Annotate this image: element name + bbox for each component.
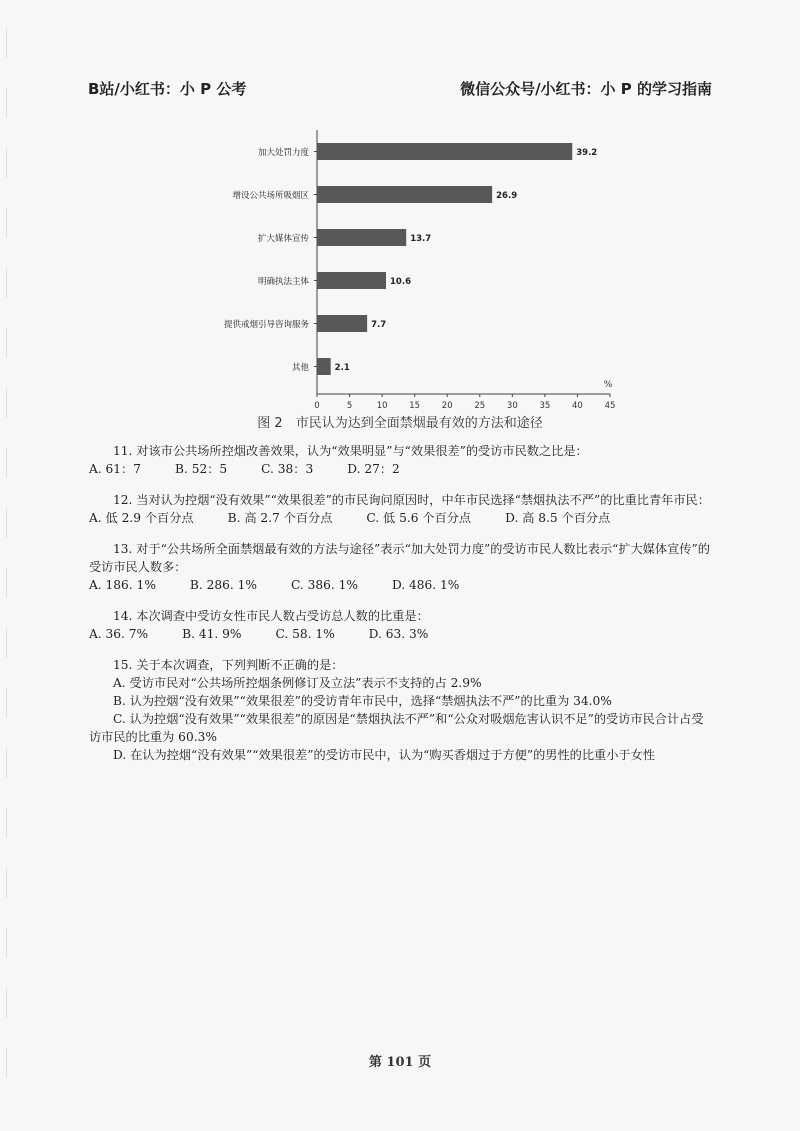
question-13 — [89, 540, 714, 594]
question-14 — [89, 607, 714, 643]
options-row — [89, 576, 714, 594]
chart-caption: 图 2 市民认为达到全面禁烟最有效的方法和途径 — [257, 416, 543, 431]
page-header — [88, 78, 712, 99]
x-tick-label: 35 — [539, 401, 551, 410]
data-label: 2.1 — [334, 363, 350, 373]
bar — [317, 229, 406, 246]
data-label: 7.7 — [371, 320, 387, 330]
bar — [317, 315, 367, 332]
option-c: C. 58. 1% — [275, 627, 335, 641]
question-11 — [89, 442, 714, 478]
category-label: 加大处罚力度 — [257, 148, 309, 158]
category-label: 其他 — [291, 363, 309, 373]
x-tick-label: 15 — [409, 401, 421, 410]
option-a: A. 36. 7% — [89, 627, 149, 641]
data-label: 10.6 — [390, 277, 412, 287]
x-tick-label: 30 — [506, 401, 518, 410]
category-label: 增设公共场所吸烟区 — [232, 191, 309, 201]
x-tick-label: 45 — [604, 401, 616, 410]
data-label: 26.9 — [496, 191, 518, 201]
data-label: 39.2 — [576, 148, 598, 158]
bar-chart — [200, 120, 640, 430]
category-label: 扩大媒体宣传 — [257, 234, 309, 244]
option-c: C. 认为控烟“没有效果”“效果很差”的原因是“禁烟执法不严”和“公众对吸烟危害认识不足”的受访市民合计占受访市民的比重为 60.3% — [89, 712, 704, 744]
bar — [317, 186, 492, 203]
question-stem: 12. 当对认为控烟“没有效果”“效果很差”的市民询问原因时，中年市民选择“禁烟执法不严”的比重比青年市民： — [113, 493, 710, 507]
x-tick-label: 20 — [441, 401, 453, 410]
option-c: C. 低 5.6 个百分点 — [366, 511, 472, 525]
option-b: B. 41. 9% — [182, 627, 242, 641]
option-d: D. 高 8.5 个百分点 — [505, 511, 611, 525]
x-tick-label: 5 — [346, 401, 353, 410]
option-d: D. 27：2 — [347, 462, 400, 476]
question-stem: 14. 本次调查中受访女性市民人数占受访总人数的比重是： — [113, 609, 429, 623]
bar — [317, 358, 331, 375]
category-label: 提供戒烟引导咨询服务 — [223, 320, 309, 330]
options-row — [89, 509, 714, 527]
scan-edge-marks — [6, 28, 7, 1108]
option-a: A. 低 2.9 个百分点 — [89, 511, 194, 525]
option-d: D. 63. 3% — [368, 627, 429, 641]
option-a: A. 受访市民对“公共场所控烟条例修订及立法”表示不支持的占 2.9% — [113, 676, 482, 690]
bar — [317, 143, 572, 160]
option-d: D. 486. 1% — [391, 578, 460, 592]
x-tick-label: 0 — [314, 401, 320, 410]
x-tick-label: 25 — [474, 401, 486, 410]
question-15 — [89, 656, 714, 764]
bar-chart-svg — [200, 120, 640, 410]
option-b: B. 认为控烟“没有效果”“效果很差”的受访青年市民中，选择“禁烟执法不严”的比重为 34.0% — [113, 694, 612, 708]
options-row — [89, 460, 714, 478]
x-tick-label: 10 — [376, 401, 388, 410]
option-b: B. 52：5 — [175, 462, 228, 476]
option-d: D. 在认为控烟“没有效果”“效果很差”的受访市民中，认为“购买香烟过于方便”的男性的比重小于女性 — [113, 748, 655, 762]
x-unit-label: % — [603, 380, 613, 390]
question-stem: 13. 对于“公共场所全面禁烟最有效的方法与途径”表示“加大处罚力度”的受访市民人数比表示“扩大媒体宣传”的受访市民人数多： — [89, 542, 710, 574]
option-b: B. 高 2.7 个百分点 — [227, 511, 333, 525]
option-c: C. 386. 1% — [290, 578, 358, 592]
question-stem: 11. 对该市公共场所控烟改善效果，认为“效果明显”与“效果很差”的受访市民数之比是： — [113, 444, 588, 458]
category-label: 明确执法主体 — [257, 277, 309, 287]
question-stem: 15. 关于本次调查，下列判断不正确的是： — [113, 658, 344, 672]
option-c: C. 38：3 — [261, 462, 314, 476]
x-tick-label: 40 — [572, 401, 583, 410]
option-b: B. 286. 1% — [189, 578, 257, 592]
data-label: 13.7 — [410, 234, 432, 244]
option-a: A. 186. 1% — [89, 578, 156, 592]
options-row — [89, 625, 714, 643]
header-left: B站/小红书：小 P 公考 — [88, 80, 247, 98]
page-number: 第 101 页 — [368, 1055, 432, 1070]
bar — [317, 272, 386, 289]
header-right: 微信公众号/小红书：小 P 的学习指南 — [460, 80, 712, 98]
question-list — [89, 442, 714, 777]
question-12 — [89, 491, 714, 527]
option-a: A. 61：7 — [89, 462, 141, 476]
